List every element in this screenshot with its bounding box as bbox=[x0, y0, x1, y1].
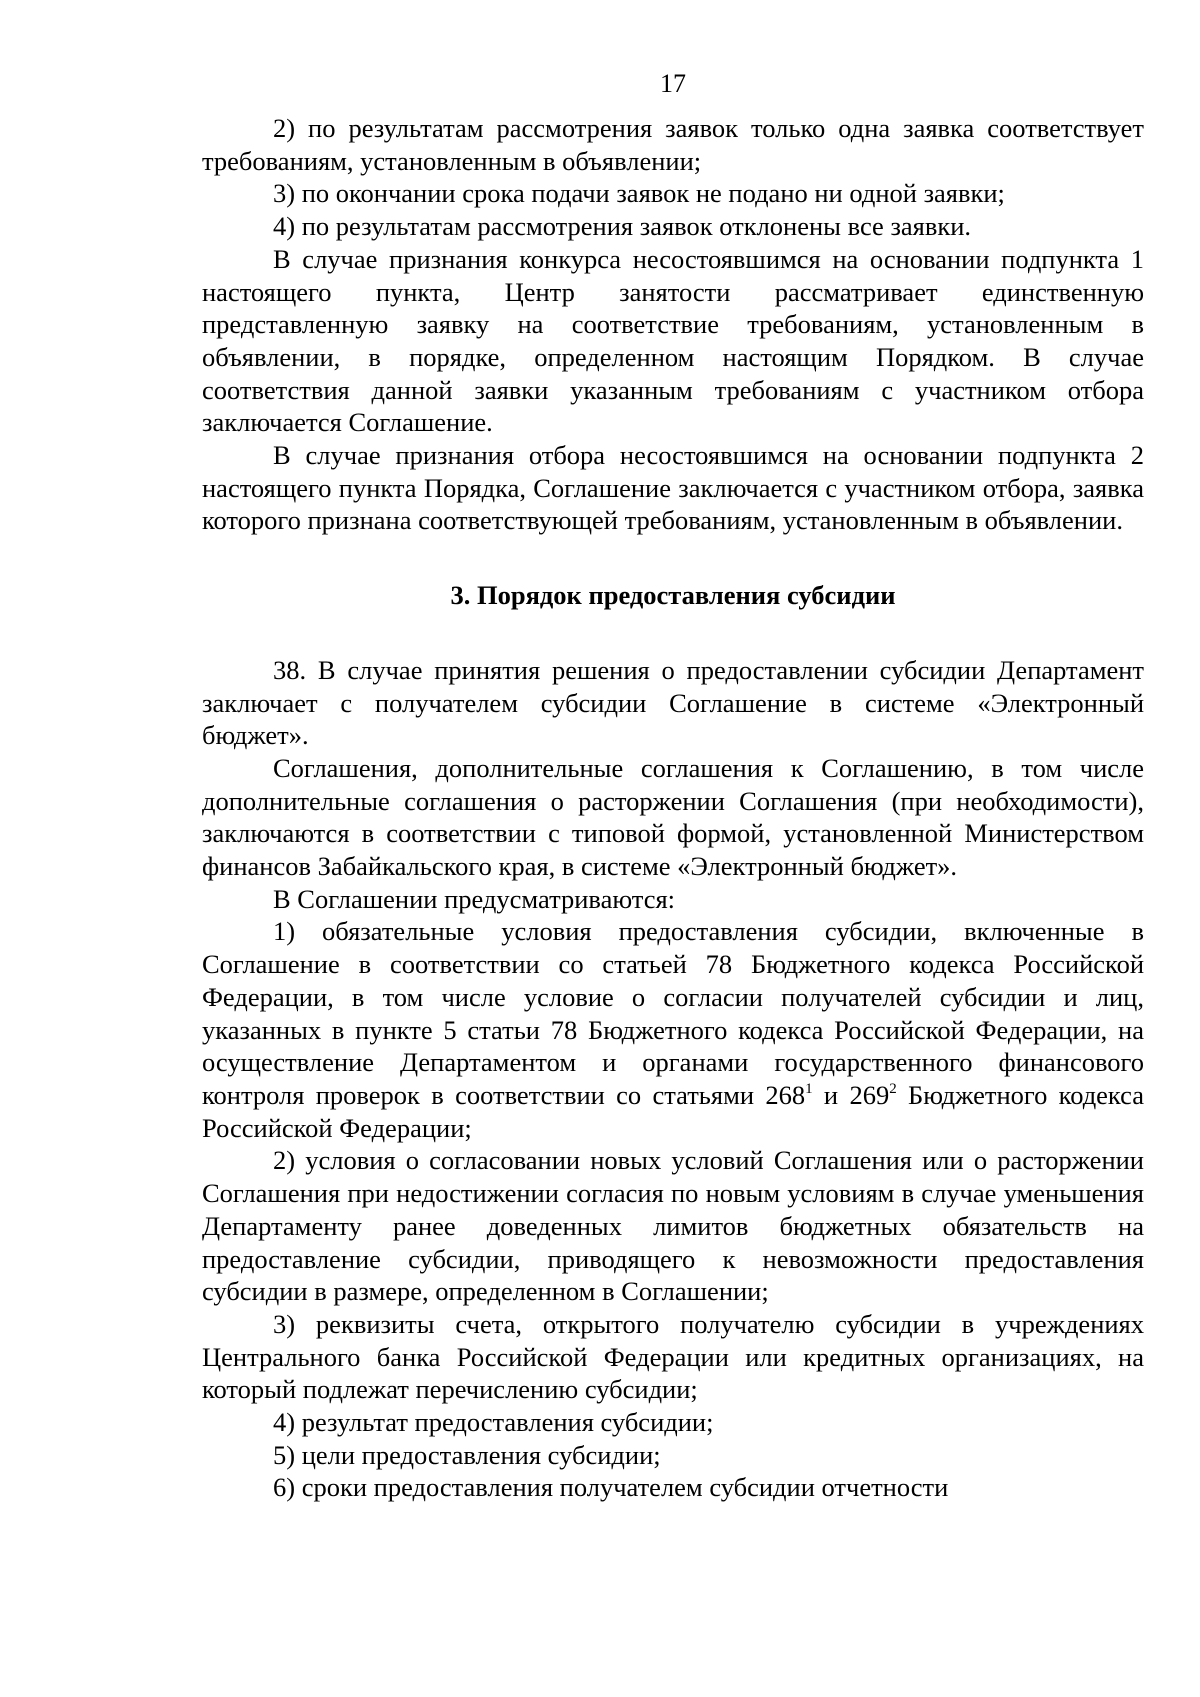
paragraph-provision-2: 2) условия о согласовании новых условий Соглашения или о расторжении Соглашения при недостижении согласия по новым условиям в случае уменьшения Департаменту ранее доведенных лимитов бюджетных обязательств на предоставление субсидии, приводящего к невозможности предоставления субсидии в размере, определенном в Соглашении; bbox=[202, 1145, 1144, 1307]
paragraph-contest-failed: В случае признания конкурса несостоявшимся на основании подпункта 1 настоящего пункта, Центр занятости рассматривает единственную представленную заявку на соответствие требованиям, установленным в объявлении, в порядке, определенном настоящим Порядком. В случае соответствия данной заявки указанным требованиям с участником отбора заключается Соглашение. bbox=[202, 243, 1144, 438]
paragraph-provision-4: 4) результат предоставления субсидии; bbox=[273, 1407, 714, 1438]
paragraph-38: 38. В случае принятия решения о предоставлении субсидии Департамент заключает с получателем субсидии Соглашение в системе «Электронный бюджет». bbox=[202, 654, 1144, 751]
paragraph-provision-1 bbox=[202, 915, 1144, 1144]
provision-1-text-b: Бюджетного кодекса Российской Федерации; bbox=[202, 1079, 1144, 1143]
provision-1-conj: и bbox=[812, 1079, 850, 1110]
article-268: 268 bbox=[765, 1079, 806, 1110]
paragraph-item-2: 2) по результатам рассмотрения заявок только одна заявка соответствует требованиям, установленным в объявлении; bbox=[202, 113, 1144, 176]
article-269-superscript: 2 bbox=[889, 1080, 897, 1097]
page-number: 17 bbox=[660, 69, 686, 98]
paragraph-agreements: Соглашения, дополнительные соглашения к Соглашению, в том числе дополнительные соглашения о расторжении Соглашения (при необходимости), заключаются в соответствии с типовой формой, установленной Министерством финансов Забайкальского края, в системе «Электронный бюджет». bbox=[202, 752, 1144, 882]
provision-1-text-a: 1) обязательные условия предоставления субсидии, включенные в Соглашение в соответствии со статьей 78 Бюджетного кодекса Российской Федерации, в том числе условие о согласии получателей субсидии и лиц, указанных в пункте 5 статьи 78 Бюджетного кодекса Российской Федерации, на осуществление Департаментом и органами государственного финансового контроля проверок в соответствии со статьями bbox=[202, 916, 1144, 1110]
paragraph-agreement-provisions: В Соглашении предусматриваются: bbox=[273, 883, 676, 914]
paragraph-selection-failed: В случае признания отбора несостоявшимся на основании подпункта 2 настоящего пункта Порядка, Соглашение заключается с участником отбора, заявка которого признана соответствующей требованиям, установленным в объявлении. bbox=[202, 440, 1144, 536]
paragraph-provision-5: 5) цели предоставления субсидии; bbox=[273, 1439, 661, 1470]
paragraph-provision-6: 6) сроки предоставления получателем субсидии отчетности bbox=[273, 1472, 949, 1503]
section-heading: 3. Порядок предоставления субсидии bbox=[450, 580, 896, 611]
document-page bbox=[202, 68, 1144, 1504]
paragraph-provision-3: 3) реквизиты счета, открытого получателю субсидии в учреждениях Центрального банка Российской Федерации или кредитных организациях, на который подлежат перечислению субсидии; bbox=[202, 1308, 1144, 1405]
paragraph-item-4: 4) по результатам рассмотрения заявок отклонены все заявки. bbox=[273, 211, 972, 242]
article-268-superscript: 1 bbox=[805, 1080, 813, 1097]
article-269: 269 bbox=[849, 1079, 890, 1110]
paragraph-item-3: 3) по окончании срока подачи заявок не подано ни одной заявки; bbox=[273, 178, 1005, 209]
